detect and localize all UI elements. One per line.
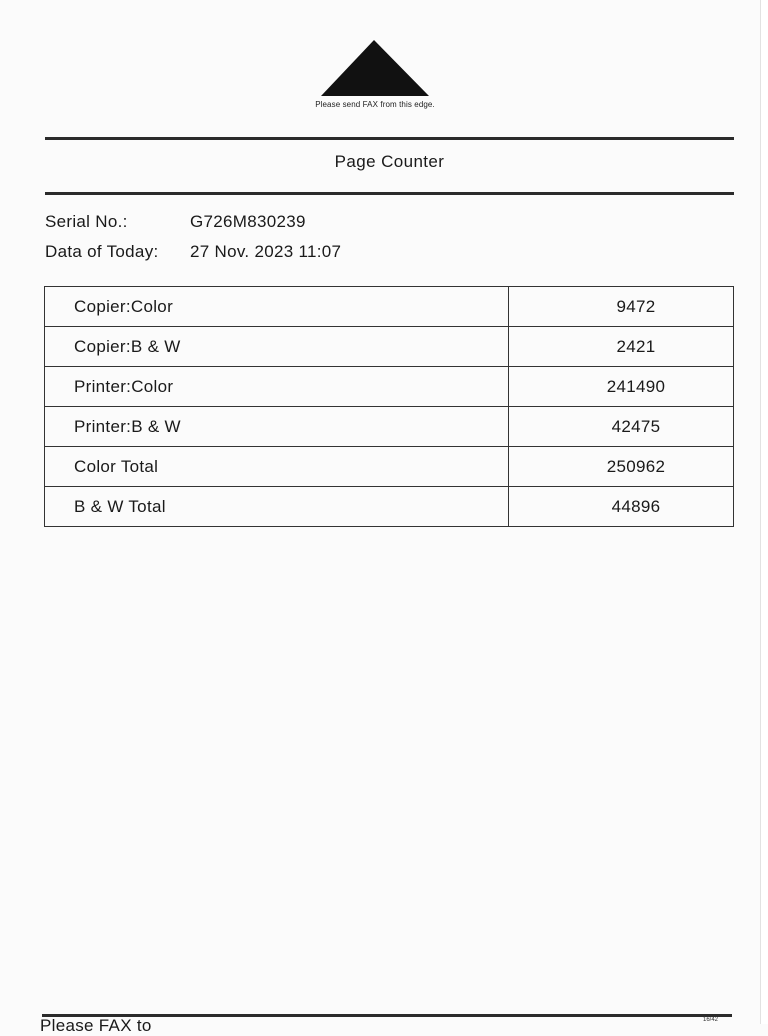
title-top-rule	[45, 137, 734, 140]
title-bottom-rule	[45, 192, 734, 195]
counter-value: 9472	[509, 287, 734, 327]
fax-edge-note: Please send FAX from this edge.	[315, 100, 435, 109]
counter-value: 2421	[509, 327, 734, 367]
counter-value: 44896	[509, 487, 734, 527]
serial-label: Serial No.:	[45, 212, 128, 231]
table-row	[45, 367, 734, 407]
table-row	[45, 327, 734, 367]
serial-row	[45, 212, 306, 232]
footer-fax-text: Please FAX to	[40, 1016, 152, 1035]
table-row	[45, 407, 734, 447]
counter-label: B & W Total	[45, 487, 509, 527]
page-title: Page Counter	[334, 152, 445, 171]
fax-edge-marker	[290, 38, 460, 109]
footer-page-ref: 16/42	[703, 1017, 719, 1023]
counter-label: Color Total	[45, 447, 509, 487]
table-row	[45, 487, 734, 527]
date-row	[45, 242, 341, 262]
table-row	[45, 447, 734, 487]
counter-label: Copier:B & W	[45, 327, 509, 367]
counter-label: Printer:Color	[45, 367, 509, 407]
date-label: Data of Today:	[45, 242, 159, 261]
counter-table	[44, 286, 734, 527]
triangle-arrow-icon	[320, 38, 430, 96]
counter-value: 241490	[509, 367, 734, 407]
page-edge	[760, 0, 768, 1024]
serial-value: G726M830239	[190, 212, 306, 231]
date-value: 27 Nov. 2023 11:07	[190, 242, 342, 261]
counter-label: Copier:Color	[45, 287, 509, 327]
counter-value: 250962	[509, 447, 734, 487]
table-row	[45, 287, 734, 327]
counter-value: 42475	[509, 407, 734, 447]
counter-label: Printer:B & W	[45, 407, 509, 447]
